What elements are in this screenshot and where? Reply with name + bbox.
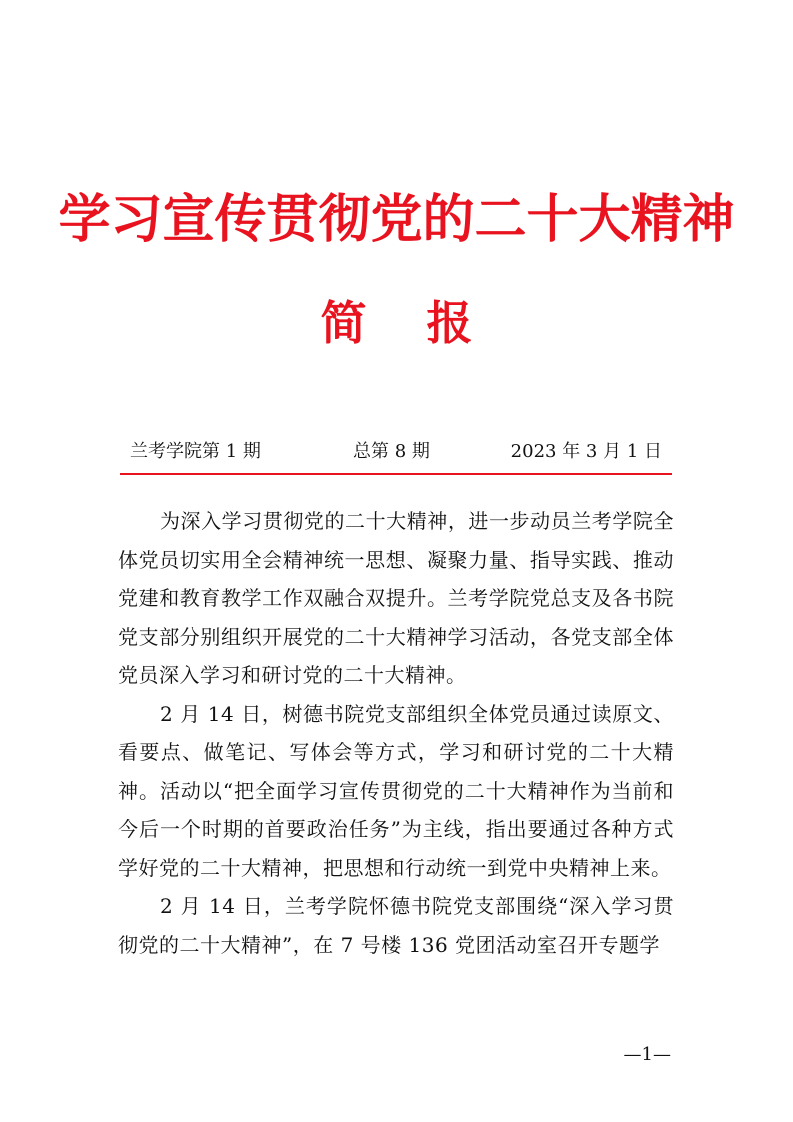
- paragraph-huaide: 2 月 14 日，兰考学院怀德书院党支部围绕“深入学习贯彻党的二十大精神”，在 7 号楼 136 党团活动室召开专题学: [118, 894, 674, 957]
- article-body: [118, 502, 674, 964]
- bulletin-title: 学习宣传贯彻党的二十大精神: [58, 189, 735, 250]
- total-issue-number: 总第 8 期: [353, 441, 430, 462]
- issue-info-row: [120, 437, 672, 467]
- issue-number: 兰考学院第 1 期: [130, 441, 261, 462]
- bulletin-subtitle: 简报: [320, 296, 533, 350]
- paragraph-shude: 2 月 14 日，树德书院党支部组织全体党员通过读原文、看要点、做笔记、写体会等方式，学习和研讨党的二十大精神。活动以“把全面学习宣传贯彻党的二十大精神作为当前和今后一个时期的首要政治任务”为主线，指出要通过各种方式学好党的二十大精神，把思想和行动统一到党中央精神上来。: [118, 701, 674, 880]
- page-number: —1—: [623, 1044, 671, 1065]
- red-divider-line: [120, 473, 672, 475]
- issue-date: 2023 年 3 月 1 日: [510, 441, 662, 462]
- paragraph-intro: 为深入学习贯彻党的二十大精神，进一步动员兰考学院全体党员切实用全会精神统一思想、凝聚力量、指导实践、推动党建和教育教学工作双融合双提升。兰考学院党总支及各书院党支部分别组织开展党的二十大精神学习活动，各党支部全体党员深入学习和研讨党的二十大精神。: [118, 509, 674, 687]
